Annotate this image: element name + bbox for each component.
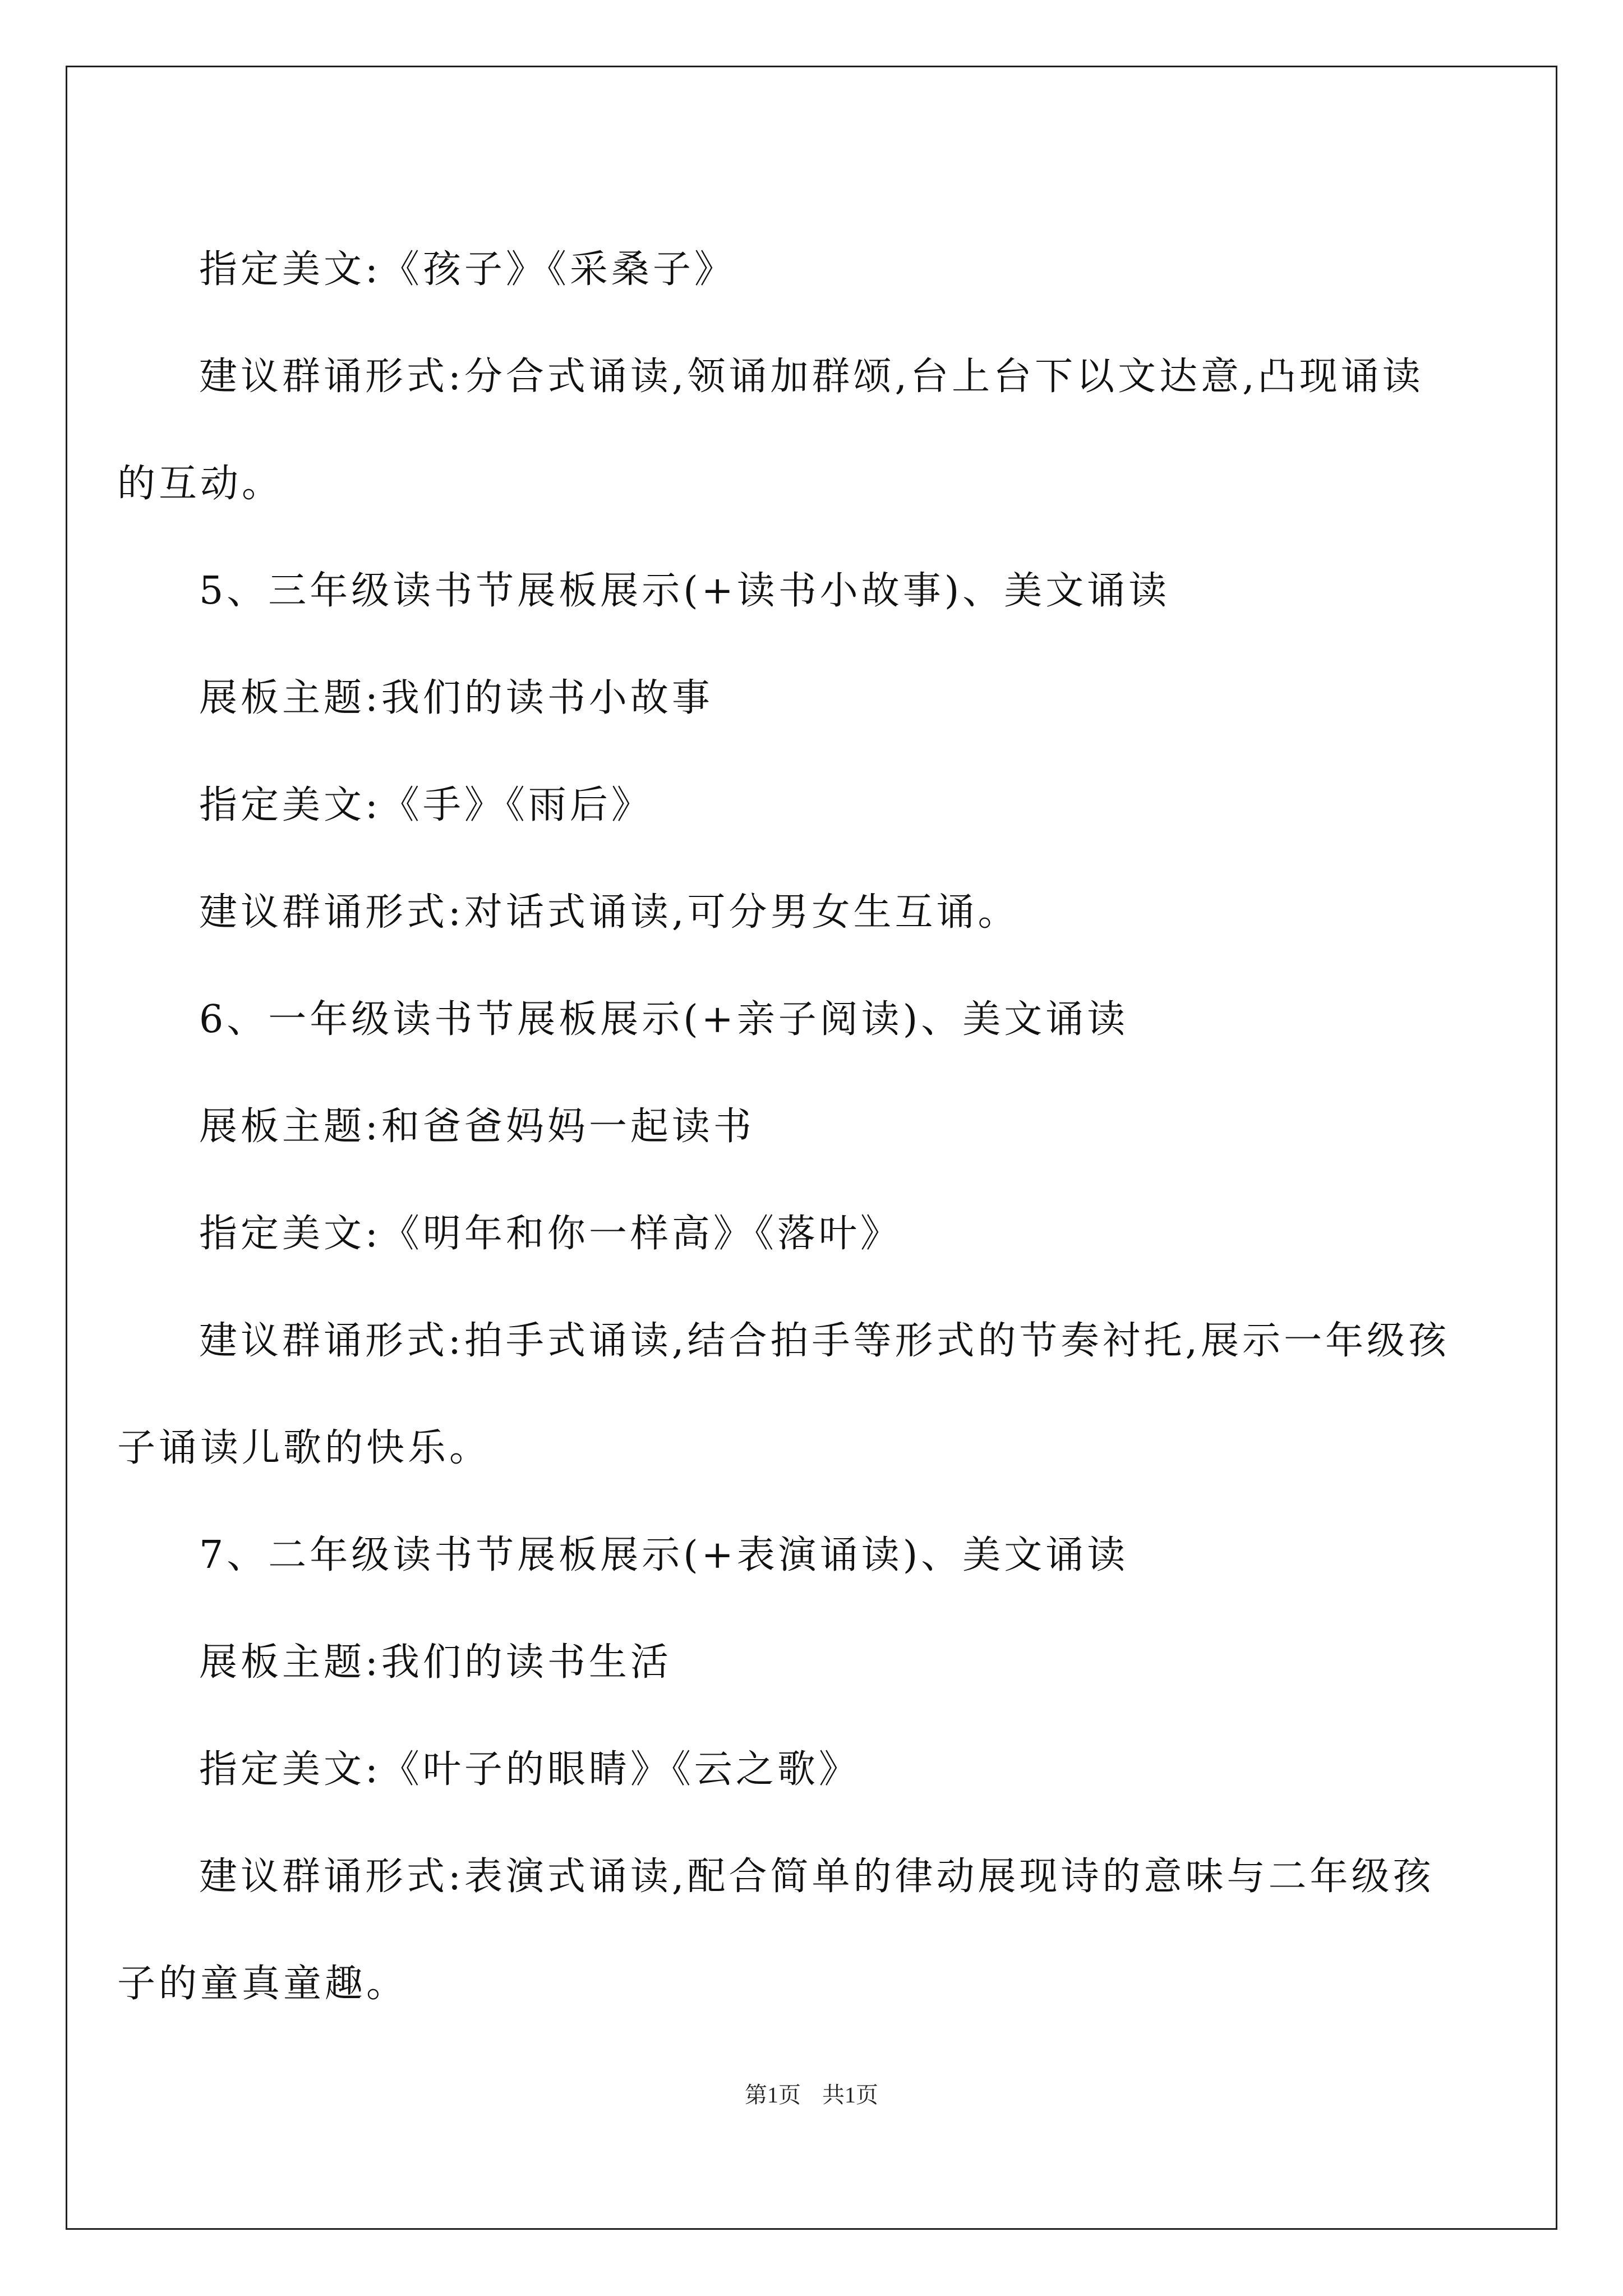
paragraph: 5、三年级读书节展板展示(+读书小故事)、美文诵读 [199,569,1170,613]
paragraph: 展板主题:我们的读书小故事 [199,676,713,720]
paragraph: 建议群诵形式:分合式诵读,领诵加群颂,台上台下以文达意,凸现诵读的互动。 [117,355,1424,506]
page-footer [0,2078,1623,2112]
paragraph: 6、一年级读书节展板展示(+亲子阅读)、美文诵读 [199,997,1129,1042]
page-count: 共1页 [822,2082,878,2108]
paragraph: 指定美文:《叶子的眼睛》《云之歌》 [199,1747,860,1792]
paragraph: 建议群诵形式:表演式诵读,配合简单的律动展现诗的意味与二年级孩子的童真童趣。 [117,1855,1435,2006]
paragraph: 指定美文:《明年和你一样高》《落叶》 [199,1212,902,1256]
page-number: 第1页 [745,2082,801,2108]
paragraph: 指定美文:《手》《雨后》 [199,783,653,827]
paragraph: 展板主题:和爸爸妈妈一起读书 [199,1105,755,1149]
paragraph: 指定美文:《孩子》《采桑子》 [199,247,736,292]
paragraph: 建议群诵形式:拍手式诵读,结合拍手等形式的节奏衬托,展示一年级孩子诵读儿歌的快乐。 [117,1319,1450,1470]
paragraph: 展板主题:我们的读书生活 [199,1640,672,1685]
document-body [117,216,1455,2037]
paragraph: 7、二年级读书节展板展示(+表演诵读)、美文诵读 [199,1533,1129,1577]
paragraph: 建议群诵形式:对话式诵读,可分男女生互诵。 [199,890,1020,935]
